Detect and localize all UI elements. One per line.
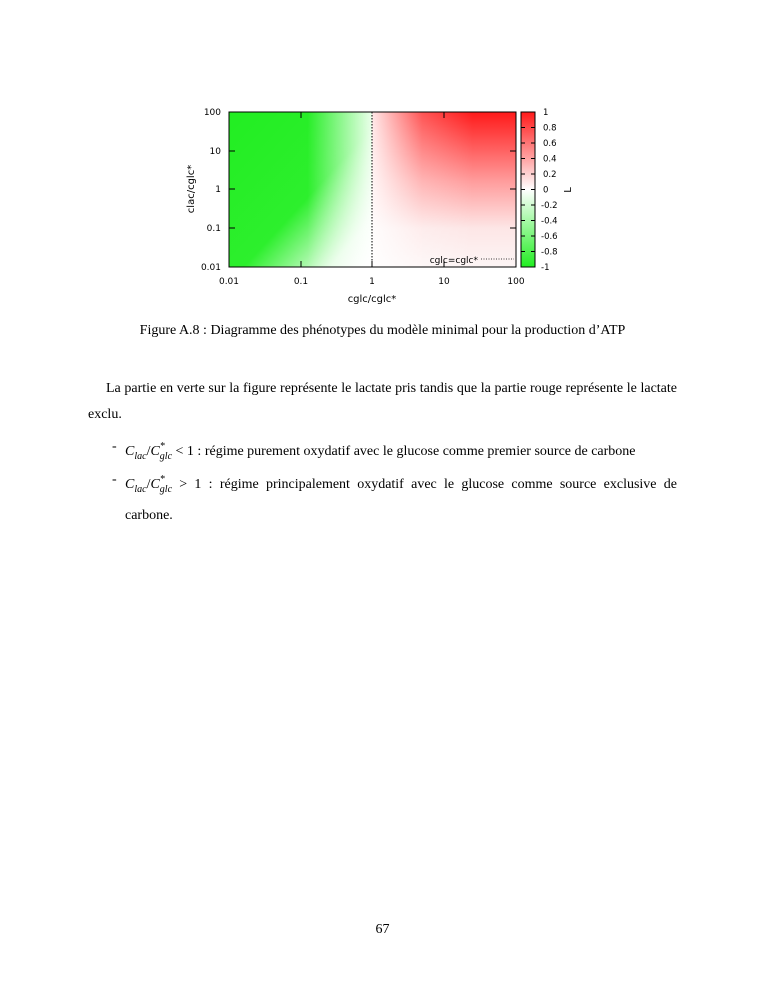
bullet-text: régime principalement oxydatif avec le glucose comme source exclusive de carbone.	[125, 477, 677, 523]
phenotype-diagram-figure	[0, 0, 765, 320]
bullet-text: régime purement oxydatif avec le glucose comme premier source de carbone	[204, 444, 636, 459]
math-relation: < 1 :	[172, 444, 205, 459]
x-tick-label: 0.1	[293, 277, 309, 287]
heatmap-plot-area	[229, 112, 516, 267]
math-relation: > 1 :	[172, 477, 220, 492]
y-tick-labels	[201, 108, 221, 273]
colorbar-tick-label: 0.8	[543, 123, 557, 134]
y-tick-label: 10	[209, 147, 221, 157]
bullet-item	[112, 467, 677, 529]
y-tick-label: 0.1	[206, 224, 221, 234]
y-tick-label: 100	[203, 108, 221, 118]
page-number: 67	[375, 922, 390, 937]
colorbar	[521, 108, 574, 273]
x-tick-labels	[219, 277, 525, 287]
x-axis-label: cglc/cglc*	[347, 294, 397, 305]
x-tick-label: 10	[438, 277, 450, 287]
colorbar-tick-label: 0	[543, 185, 549, 196]
x-tick-label: 0.01	[218, 277, 240, 287]
bullet-dash: -	[112, 472, 117, 487]
colorbar-label: L	[563, 187, 574, 193]
figure-caption: Figure A.8 : Diagramme des phénotypes du modèle minimal pour la production d’ATP	[139, 323, 626, 338]
colorbar-tick-label: 1	[543, 108, 549, 118]
x-tick-label: 1	[369, 277, 375, 287]
colorbar-tick-label: -0.4	[541, 216, 558, 227]
y-tick-label: 0.01	[200, 263, 221, 273]
math-expression: $C_{lac}/C^*_{glc}$	[125, 474, 173, 495]
x-tick-label: 100	[507, 277, 525, 287]
colorbar-tick-label: 0.4	[543, 154, 557, 165]
bullet-dash: -	[112, 439, 117, 454]
colorbar-tick-label: -1	[541, 263, 550, 273]
bullet-item	[112, 434, 677, 470]
colorbar-tick-label: -0.6	[541, 232, 558, 242]
annotation-label: cglc=cglc*	[429, 256, 478, 266]
math-expression: $C_{lac}/C^*_{glc}$	[125, 441, 173, 462]
colorbar-tick-label: -0.8	[541, 247, 558, 258]
colorbar-tick-label: 0.6	[543, 139, 557, 149]
body-paragraph: La partie en verte sur la figure représente le lactate pris tandis que la partie rouge représente le lactate exclu.	[88, 381, 677, 422]
colorbar-tick-label: 0.2	[543, 170, 557, 180]
colorbar-tick-label: -0.2	[541, 201, 558, 211]
y-tick-label: 1	[215, 185, 221, 195]
y-axis-label: clac/cglc*	[186, 164, 197, 214]
